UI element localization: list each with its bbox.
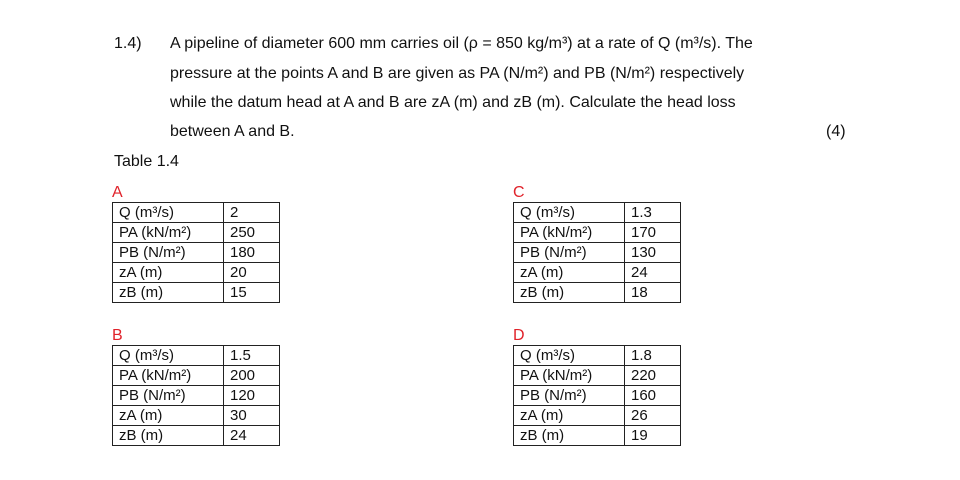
table-label-c: C [513,184,525,201]
row-key: PB (N/m²) [113,243,224,263]
table-row [514,366,681,386]
table-label-a: A [112,184,123,201]
row-key: PB (N/m²) [514,243,625,263]
row-value: 18 [625,283,681,303]
table-block-d [513,327,681,446]
table-row [113,283,280,303]
row-value: 160 [625,386,681,406]
row-value: 30 [224,406,280,426]
row-key: zA (m) [113,263,224,283]
row-value: 26 [625,406,681,426]
row-key: zA (m) [514,406,625,426]
table-row [514,263,681,283]
row-value: 15 [224,283,280,303]
row-key: PA (kN/m²) [514,223,625,243]
row-key: zB (m) [514,283,625,303]
question-number: 1.4) [114,35,142,52]
row-value: 180 [224,243,280,263]
row-value: 220 [625,366,681,386]
row-key: Q (m³/s) [514,346,625,366]
table-row [514,386,681,406]
table-row [113,426,280,446]
table-label-d: D [513,327,525,344]
row-key: zB (m) [113,283,224,303]
table-row [514,283,681,303]
row-value: 170 [625,223,681,243]
row-key: Q (m³/s) [113,346,224,366]
table-block-b [112,327,280,446]
row-value: 1.8 [625,346,681,366]
table-row [514,203,681,223]
table-row [113,263,280,283]
row-value: 1.3 [625,203,681,223]
row-key: zB (m) [113,426,224,446]
row-value: 20 [224,263,280,283]
row-key: PB (N/m²) [514,386,625,406]
row-value: 250 [224,223,280,243]
row-value: 24 [625,263,681,283]
table-row [113,366,280,386]
row-key: zB (m) [514,426,625,446]
row-value: 130 [625,243,681,263]
table-label-b: B [112,327,123,344]
table-block-c [513,184,681,303]
data-table-a [112,202,280,303]
table-row [514,426,681,446]
data-table-b [112,345,280,446]
row-key: zA (m) [113,406,224,426]
table-row [113,223,280,243]
table-row [113,346,280,366]
table-block-a [112,184,280,303]
table-row [113,243,280,263]
table-row [514,223,681,243]
question-line-1: A pipeline of diameter 600 mm carries oil (ρ = 850 kg/m³) at a rate of Q (m³/s). The [170,35,753,52]
row-value: 24 [224,426,280,446]
row-value: 200 [224,366,280,386]
question-line-3: while the datum head at A and B are zA (m) and zB (m). Calculate the head loss [170,94,736,111]
question-marks: (4) [826,123,846,140]
row-key: PB (N/m²) [113,386,224,406]
row-key: PA (kN/m²) [113,223,224,243]
row-value: 1.5 [224,346,280,366]
row-key: PA (kN/m²) [514,366,625,386]
table-row [514,243,681,263]
row-key: Q (m³/s) [113,203,224,223]
row-key: zA (m) [514,263,625,283]
table-row [113,203,280,223]
table-row [113,386,280,406]
table-row [514,406,681,426]
data-table-c [513,202,681,303]
row-key: Q (m³/s) [514,203,625,223]
row-key: PA (kN/m²) [113,366,224,386]
table-row [514,346,681,366]
row-value: 19 [625,426,681,446]
question-line-2: pressure at the points A and B are given as PA (N/m²) and PB (N/m²) respectively [170,65,745,82]
question-line-4: between A and B. [170,123,295,140]
row-value: 2 [224,203,280,223]
table-row [113,406,280,426]
table-caption: Table 1.4 [114,153,179,170]
data-table-d [513,345,681,446]
row-value: 120 [224,386,280,406]
